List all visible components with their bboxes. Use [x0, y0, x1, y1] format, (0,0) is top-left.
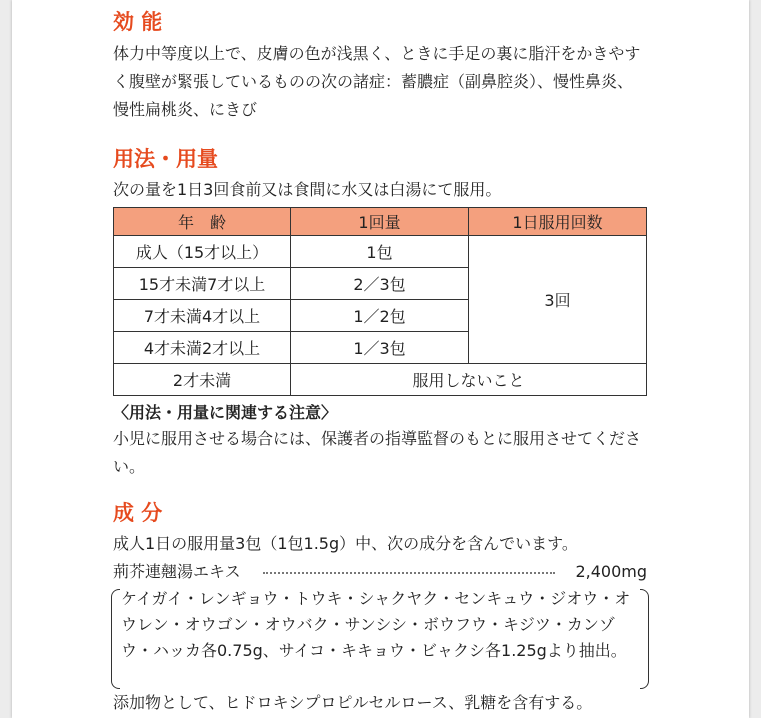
amount-cell: 1包 — [291, 236, 469, 268]
herbs-text: ケイガイ・レンギョウ・トウキ・シャクヤク・センキュウ・ジオウ・オウレン・オウゴン・オウバク・サンシシ・ボウフウ・キジツ・カンゾウ・ハッカ各0.75g、サイコ・キキョウ・ビャクシ各1.25gより抽出。 — [121, 589, 631, 660]
times-cell: 3回 — [469, 236, 647, 364]
efficacy-heading: 効 能 — [113, 10, 163, 34]
leader-dots — [263, 572, 555, 574]
dosage-table — [113, 207, 647, 396]
caution-heading: 〈用法・用量に関連する注意〉 — [113, 403, 338, 422]
amount-cell: 2／3包 — [291, 268, 469, 300]
header-age: 年 齢 — [114, 208, 291, 236]
table-row — [114, 364, 647, 396]
herbs-bracket — [113, 586, 647, 690]
age-cell: 成人（15才以上） — [114, 236, 291, 268]
amount-cell: 1／2包 — [291, 300, 469, 332]
ingredients-intro: 成人1日の服用量3包（1包1.5g）中、次の成分を含んでいます。 — [113, 534, 578, 553]
dosage-intro: 次の量を1日3回食前又は食間に水又は白湯にて服用。 — [113, 180, 502, 199]
left-paren — [111, 589, 120, 689]
not-applicable-cell: 服用しないこと — [291, 364, 647, 396]
dosage-table-header-row — [114, 208, 647, 236]
header-amount: 1回量 — [291, 208, 469, 236]
table-row — [114, 236, 647, 268]
right-paren — [640, 589, 649, 689]
age-cell: 7才未満4才以上 — [114, 300, 291, 332]
document-page — [12, 0, 749, 718]
ingredients-heading: 成 分 — [113, 501, 163, 525]
amount-cell: 1／3包 — [291, 332, 469, 364]
age-cell: 2才未満 — [114, 364, 291, 396]
extract-name: 荊芥連翹湯エキス — [113, 558, 245, 586]
age-cell: 4才未満2才以上 — [114, 332, 291, 364]
extract-amount: 2,400mg — [575, 558, 647, 586]
age-cell: 15才未満7才以上 — [114, 268, 291, 300]
dosage-heading: 用法・用量 — [113, 147, 218, 171]
caution-text: 小児に服用させる場合には、保護者の指導監督のもとに服用させてください。 — [113, 429, 642, 476]
header-times: 1日服用回数 — [469, 208, 647, 236]
efficacy-text: 体力中等度以上で、皮膚の色が浅黒く、ときに手足の裏に脂汗をかきやすく腹壁が緊張しているものの次の諸症：蓄膿症（副鼻腔炎）、慢性鼻炎、慢性扁桃炎、にきび — [113, 44, 641, 119]
extract-line — [113, 558, 647, 586]
additives-text: 添加物として、ヒドロキシプロピルセルロース、乳糖を含有する。 — [113, 693, 593, 712]
